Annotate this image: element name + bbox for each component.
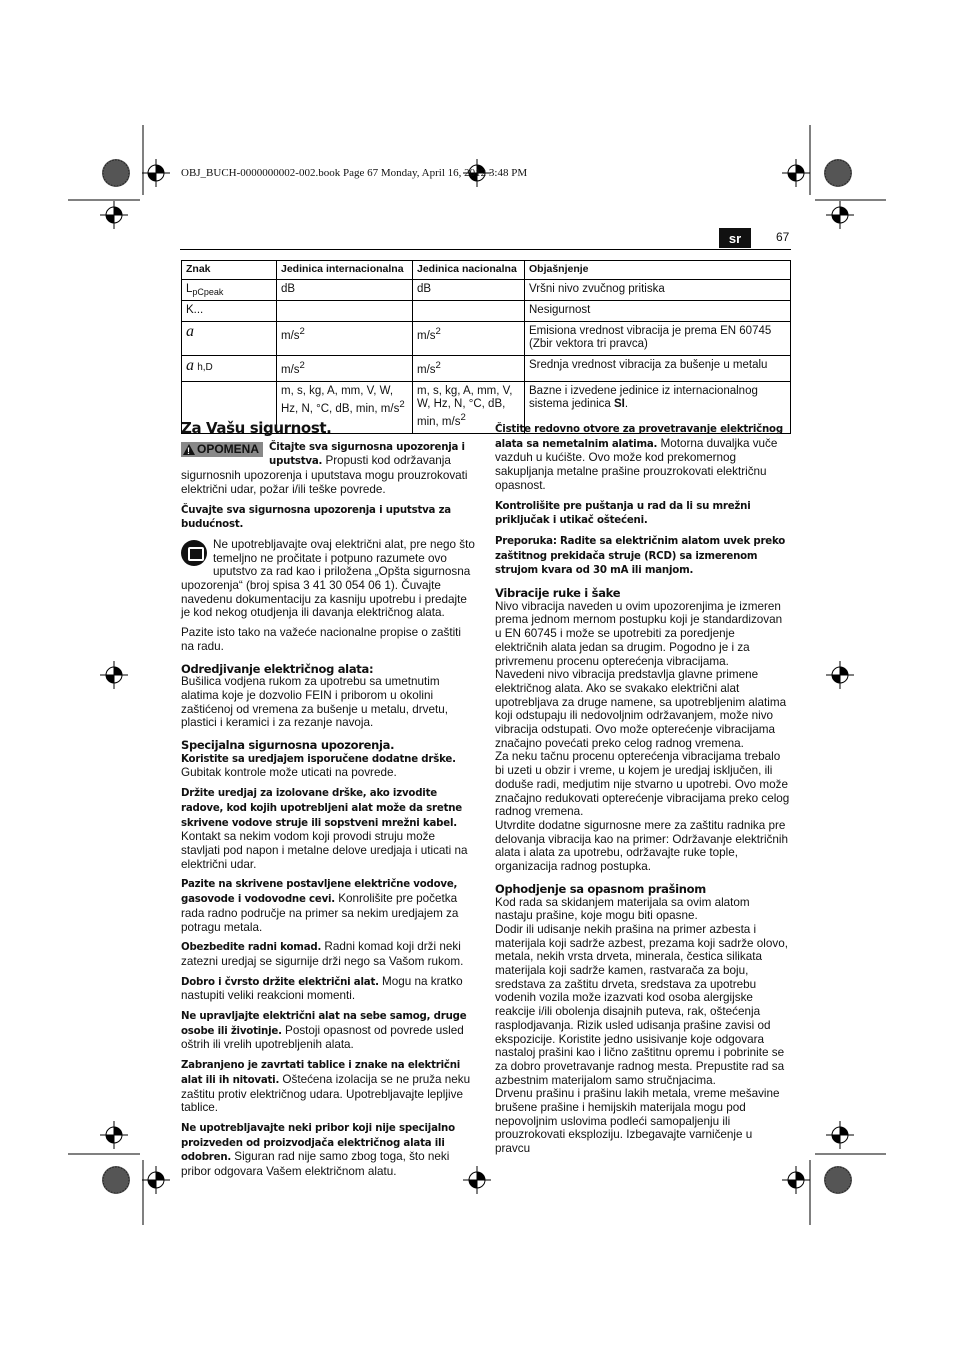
paragraph: Navedeni nivo vibracija predstavlja glavne primene električnog alata. Ako se svakako električni alat upotrebljava za druge namene, sa upotrebljenim alatima koji odstupaju ili nedovoljnim održavanjem, može nivo vibracija odstupati. Ovo može opterećenje vibracijama značajno povećati preko celog radnog vremena. xyxy=(495,668,787,750)
safety-item: Ne upotrebljavajte neki pribor koji nije specijalno proizveden od proizvodjača električnog alata ili odobren. Siguran rad nije samo zbog toga, što neki pribor odgovara Vašem električnom alatu. xyxy=(181,1122,455,1179)
description-cell: Vršni nivo zvučnog pritiska xyxy=(525,280,791,301)
safety-item: Pazite na skrivene postavljene električne vodove, gasovode i vodovodne cevi. Konrolišite pre početka rada radno područje na primer sa nekim uredjajem za potragu metala. xyxy=(181,879,459,934)
description-cell: Srednja vrednost vibracija za bušenje u metalu xyxy=(525,356,791,382)
symbol-cell: a xyxy=(182,322,277,356)
safety-item: Dobro i čvrsto držite električni alat. Mogu na kratko nastupiti veliki reakcioni momenti. xyxy=(181,974,463,1003)
right-column xyxy=(495,422,790,1156)
safety-item: Zabranjeno je zavrtati tablice i znake na električni alat ili ih nitovati. Oštećena izolacija se ne pruža neku zaštitu protiv električnog udara. Upotrebljavajte lepljive tablice. xyxy=(181,1060,471,1115)
national-unit-cell: $m/s^2$ xyxy=(413,322,525,356)
description-cell: Nesigurnost xyxy=(525,301,791,322)
warning-badge: ! OPOMENA xyxy=(181,442,263,458)
subheading: Ophodjenje sa opasnom prašinom xyxy=(495,881,706,896)
page-number: 67 xyxy=(776,230,790,244)
national-unit-cell xyxy=(413,301,525,322)
paragraph: Bušilica vodjena rukom za upotrebu sa umetnutim alatima koje je dozvolio FEIN i priborom u okolini zaštićenoj od vremena za bušenje u metalu, drvetu, plastici i keramici i za rezanje navoja. xyxy=(181,675,449,730)
intl-unit-cell: dB xyxy=(277,280,413,301)
symbol-cell: a h,D xyxy=(182,356,277,382)
description-cell: Emisiona vrednost vibracija je prema EN 60745 (Zbir vektora tri pravca) xyxy=(525,322,791,356)
symbol-cell: $L_{pCpeak}$ xyxy=(182,280,277,301)
paragraph: Za neku tačnu procenu opterećenja vibracijama trebalo bi uzeti u obzir i vreme, u kojem je uredjaj isključen, ili doduše radi, medjutim nije stvarno u upotrebi. Ovo može značajno redukovati opterećenje vibracijama preko celog radnog vremena. xyxy=(495,750,790,819)
national-unit-cell: dB xyxy=(413,280,525,301)
intl-unit-cell xyxy=(277,301,413,322)
table-row xyxy=(182,322,791,356)
intl-unit-cell: $m/s^2$ xyxy=(277,356,413,382)
table-header-cell: Jedinica internacionalna xyxy=(277,261,413,280)
warning-triangle-icon: ! xyxy=(183,444,195,455)
keep-instructions: Čuvajte sva sigurnosna upozorenja i uputstva za budućnost. xyxy=(181,504,451,531)
national-unit-cell: $m/s^2$ xyxy=(413,356,525,382)
book-header: OBJ_BUCH-0000000002-002.book Page 67 Monday, April 16, 2012 3:48 PM xyxy=(181,167,528,179)
safety-item: Preporuka: Radite sa električnim alatom uvek preko zaštitnog prekidača struje (RCD) sa izmerenom strujom kvara od 30 mA ili manjom. xyxy=(495,535,786,577)
read-manual-icon xyxy=(181,540,207,566)
subheading: Specijalna sigurnosna upozorenja. xyxy=(181,738,395,753)
left-column xyxy=(181,419,476,1185)
symbols-table xyxy=(181,260,791,437)
safety-item: Držite uredjaj za izolovane drške, ako izvodite radove, kod kojih upotrebljeni alat može da sretne skrivene vodove struje ili sopstveni mrežni kabel. Kontakt sa nekim vodom koji provodi struju može stavljati pod napon i metalne delove uredjaja i uticati na električni udar. xyxy=(181,788,468,871)
read-manual-paragraph: Ne upotrebljavajte ovaj električni alat, pre nego što temeljno ne pročitate i potpuno razumete ovo uputstvo za rad kao i priložena „Opšta sigurnosna upozorenja“ (broj spisa 3 41 30 054 06 1). Čuvajte navedenu dokumentaciju za kasniju upotrebu i predajte je kod nekog otudjenja ili davanja električnog alata. xyxy=(181,537,475,620)
safety-item: Čistite redovno otvore za provetravanje električnog alata sa nemetalnim alatima. Motorna duvaljka vuče vazduh u kućište. Ovo može kod prekomernog sakupljanja metalne prašine prouzrokovati električnu opasnost. xyxy=(495,424,783,492)
subheading: Vibracije ruke i šake xyxy=(495,586,621,601)
intl-unit-cell: $m/s^2$ xyxy=(277,322,413,356)
paragraph: Pazite isto tako na važeće nacionalne propise o zaštiti na radu. xyxy=(181,626,462,653)
safety-item: Koristite sa uredjajem isporučene dodatne drške. Gubitak kontrole može uticati na povrede. xyxy=(181,753,456,780)
safety-item: Ne upravljajte električni alat na sebe samog, druge osobe ili životinje. Postoji opasnost od povrede usled oštrih ili vrelih upotrebljenih alata. xyxy=(181,1011,467,1052)
safety-item: Obezbedite radni komad. Radni komad koji drži neki zatezni uredjaj se sigurnije drži nego sa Vašom rukom. xyxy=(181,940,464,968)
table-row xyxy=(182,356,791,382)
language-badge: sr xyxy=(719,228,751,248)
paragraph: Utvrdite dodatne sigurnosne mere za zaštitu radnika pre delovanja vibracija kao na primer: Održavanje električnih alata i alata za upotrebu, održavajte ruke tople, organizacija radnog postupka. xyxy=(495,818,788,874)
table-header-cell: Objašnjenje xyxy=(525,261,791,280)
warning-paragraph: ! OPOMENA Čitajte sva sigurnosna upozorenja i uputstva. Propusti kod održavanja sigurnosnih upozorenja i uputstava mogu prouzrokovati električni udar, požar i/ili teške povrede. xyxy=(181,441,468,496)
intl-unit-cell: m, s, kg, A, mm, V, W, Hz, N, °C, dB, min, $m/s^2$ xyxy=(277,381,413,433)
symbol-cell: K... xyxy=(182,301,277,322)
paragraph: Kod rada sa skidanjem materijala sa ovim alatom nastaju prašine, koje mogu biti opasne. xyxy=(495,895,750,923)
national-unit-cell: m, s, kg, A, mm, V, W, Hz, N, °C, dB, min, $m/s^2$ xyxy=(413,381,525,433)
table-header-cell: Znak xyxy=(182,261,277,280)
paragraph: Drvenu prašinu i prašinu lakih metala, vreme mešavine brušene prašine i hemijskih materijala mogu pod nepovoljnim uslovima podleći samopaljenju ili prouzrokovati eksploziju. Izbegavajte varničenje u pravcu xyxy=(495,1087,780,1156)
paragraph: Nivo vibracija naveden u ovim upozorenjima je izmeren prema jednom mernom postupku koji je standardizovan u EN 60745 i može se upotrebiti za poredjenje električnih alata jedan sa drugim. Pogodno je i za privremenu procenu opterećenja vibracijama. xyxy=(495,599,783,668)
paragraph: Dodir ili udisanje nekih prašina na primer azbesta i materijala koji sadrže azbest, prezama koji sadrže olovo, metala, nekih vrsta drveta, minerala, čestica silikata materijala koji sadrže kamen, rastvarača za boju, sredstava za zaštitu drveta, sredstava za upotrebu vodenih vozila može izazvati kod osoba alergijske reakcije i/ili obolenja disajnih puteva, rak, oštećenja rasplodjavanja. Rizik usled udisanja prašine zavisi od ekspozicije. Koristite jedno usisivanje koje odgovara nastaloj prašini kao i lično zaštitnu opremu i pobrinite se za dobro provetravanje radnog mesta. Prepustite rad sa azbestnim materijalom samo stručnjacima. xyxy=(495,922,788,1087)
section-title: Za Vašu sigurnost. xyxy=(181,419,332,437)
header-divider xyxy=(180,249,791,250)
safety-item: Kontrolišite pre puštanja u rad da li su mrežni priključak i utikač oštećeni. xyxy=(495,500,751,527)
table-header-row xyxy=(182,261,791,280)
subheading: Odredjivanje električnog alata: xyxy=(181,661,374,676)
description-cell: Bazne i izvedene jedinice iz internacionalnog sistema jedinica SI. xyxy=(525,381,791,433)
table-header-cell: Jedinica nacionalna xyxy=(413,261,525,280)
table-row xyxy=(182,301,791,322)
table-row xyxy=(182,280,791,301)
